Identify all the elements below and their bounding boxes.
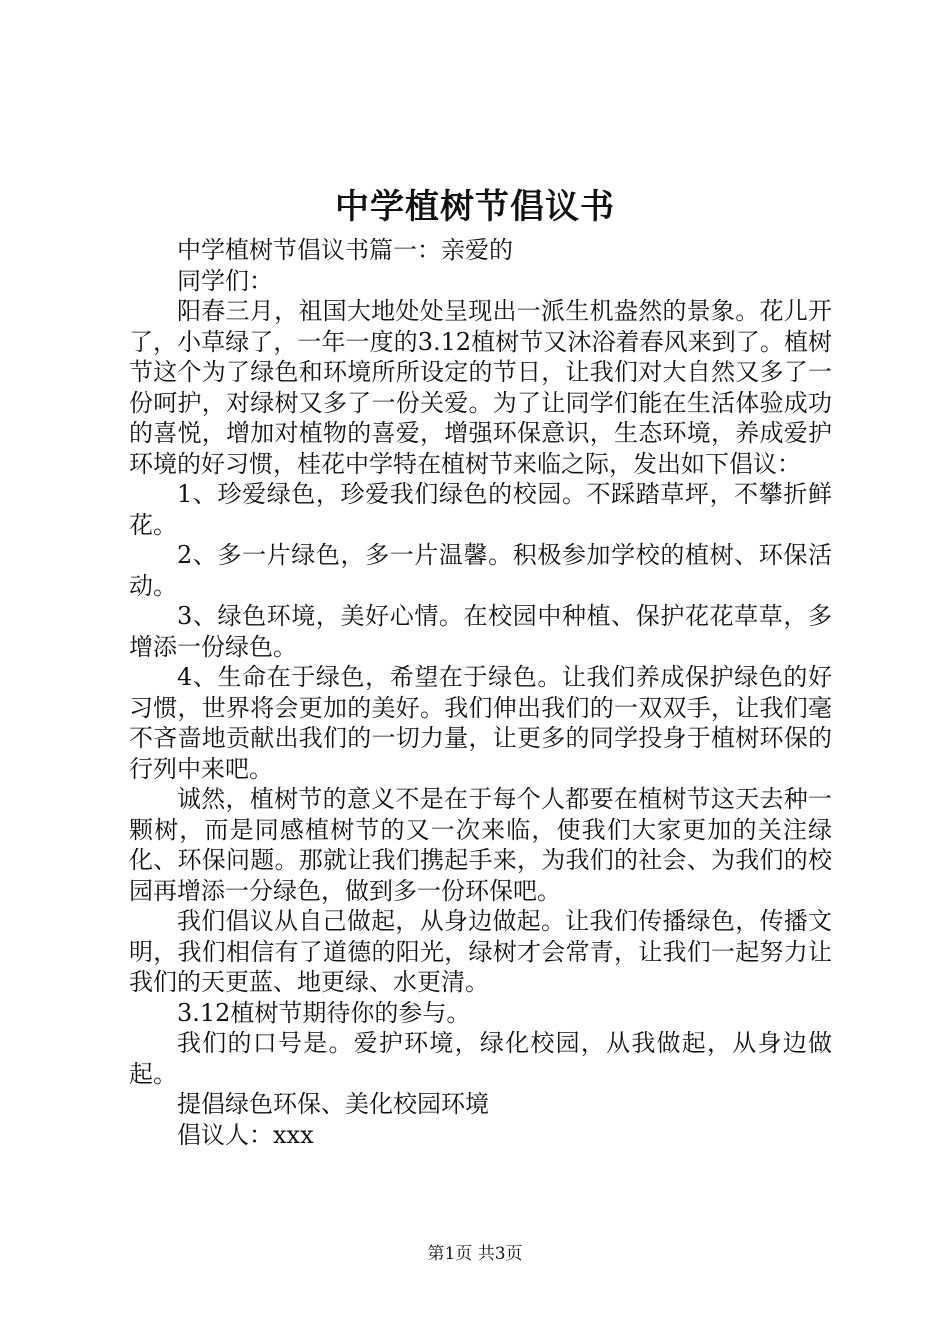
paragraph-item-2: 2、多一片绿色，多一片温馨。积极参加学校的植树、环保活动。	[129, 541, 832, 600]
paragraph-motto: 提倡绿色环保、美化校园环境	[177, 1090, 489, 1118]
paragraph-greeting: 中学植树节倡议书篇一：亲爱的	[177, 236, 513, 264]
paragraph-salutation: 同学们：	[177, 266, 273, 295]
paragraph-call-to-action: 我们倡议从自己做起，从身边做起。让我们传播绿色，传播文明，我们相信有了道德的阳光，绿树才会常青，让我们一起努力让我们的天更蓝、地更绿、水更清。	[129, 907, 832, 996]
document-body	[129, 235, 832, 1150]
paragraph-item-3: 3、绿色环境，美好心情。在校园中种植、保护花花草草，多增添一份绿色。	[129, 602, 832, 661]
document-title: 中学植树节倡议书	[335, 187, 615, 227]
page-footer: 第1页 共3页	[427, 1244, 523, 1264]
paragraph-item-4: 4、生命在于绿色，希望在于绿色。让我们养成保护绿色的好习惯，世界将会更加的美好。我们伸出我们的一双双手，让我们毫不吝啬地贡献出我们的一切力量，让更多的同学投身于植树环保的行列中来吧。	[129, 663, 832, 783]
paragraph-slogan: 我们的口号是。爱护环境，绿化校园，从我做起，从身边做起。	[129, 1029, 832, 1088]
paragraph-date-note: 3.12植树节期待你的参与。	[177, 998, 471, 1027]
paragraph-intro: 阳春三月，祖国大地处处呈现出一派生机盎然的景象。花儿开了，小草绿了，一年一度的3.12植树节又沐浴着春风来到了。植树节这个为了绿色和环境所所设定的节日，让我们对大自然又多了一份呵护，对绿树又多了一份关爱。为了让同学们能在生活体验成功的喜悦，增加对植物的喜爱，增强环保意识，生态环境，养成爱护环境的好习惯，桂花中学特在植树节来临之际，发出如下倡议：	[129, 297, 832, 478]
paragraph-meaning: 诚然，植树节的意义不是在于每个人都要在植树节这天去种一颗树，而是同感植树节的又一次来临，使我们大家更加的关注绿化、环保问题。那就让我们携起手来，为我们的社会、为我们的校园再增添一分绿色，做到多一份环保吧。	[129, 785, 832, 905]
paragraph-item-1: 1、珍爱绿色，珍爱我们绿色的校园。不踩踏草坪，不攀折鲜花。	[129, 480, 832, 539]
paragraph-signature: 倡议人：xxx	[177, 1120, 314, 1149]
